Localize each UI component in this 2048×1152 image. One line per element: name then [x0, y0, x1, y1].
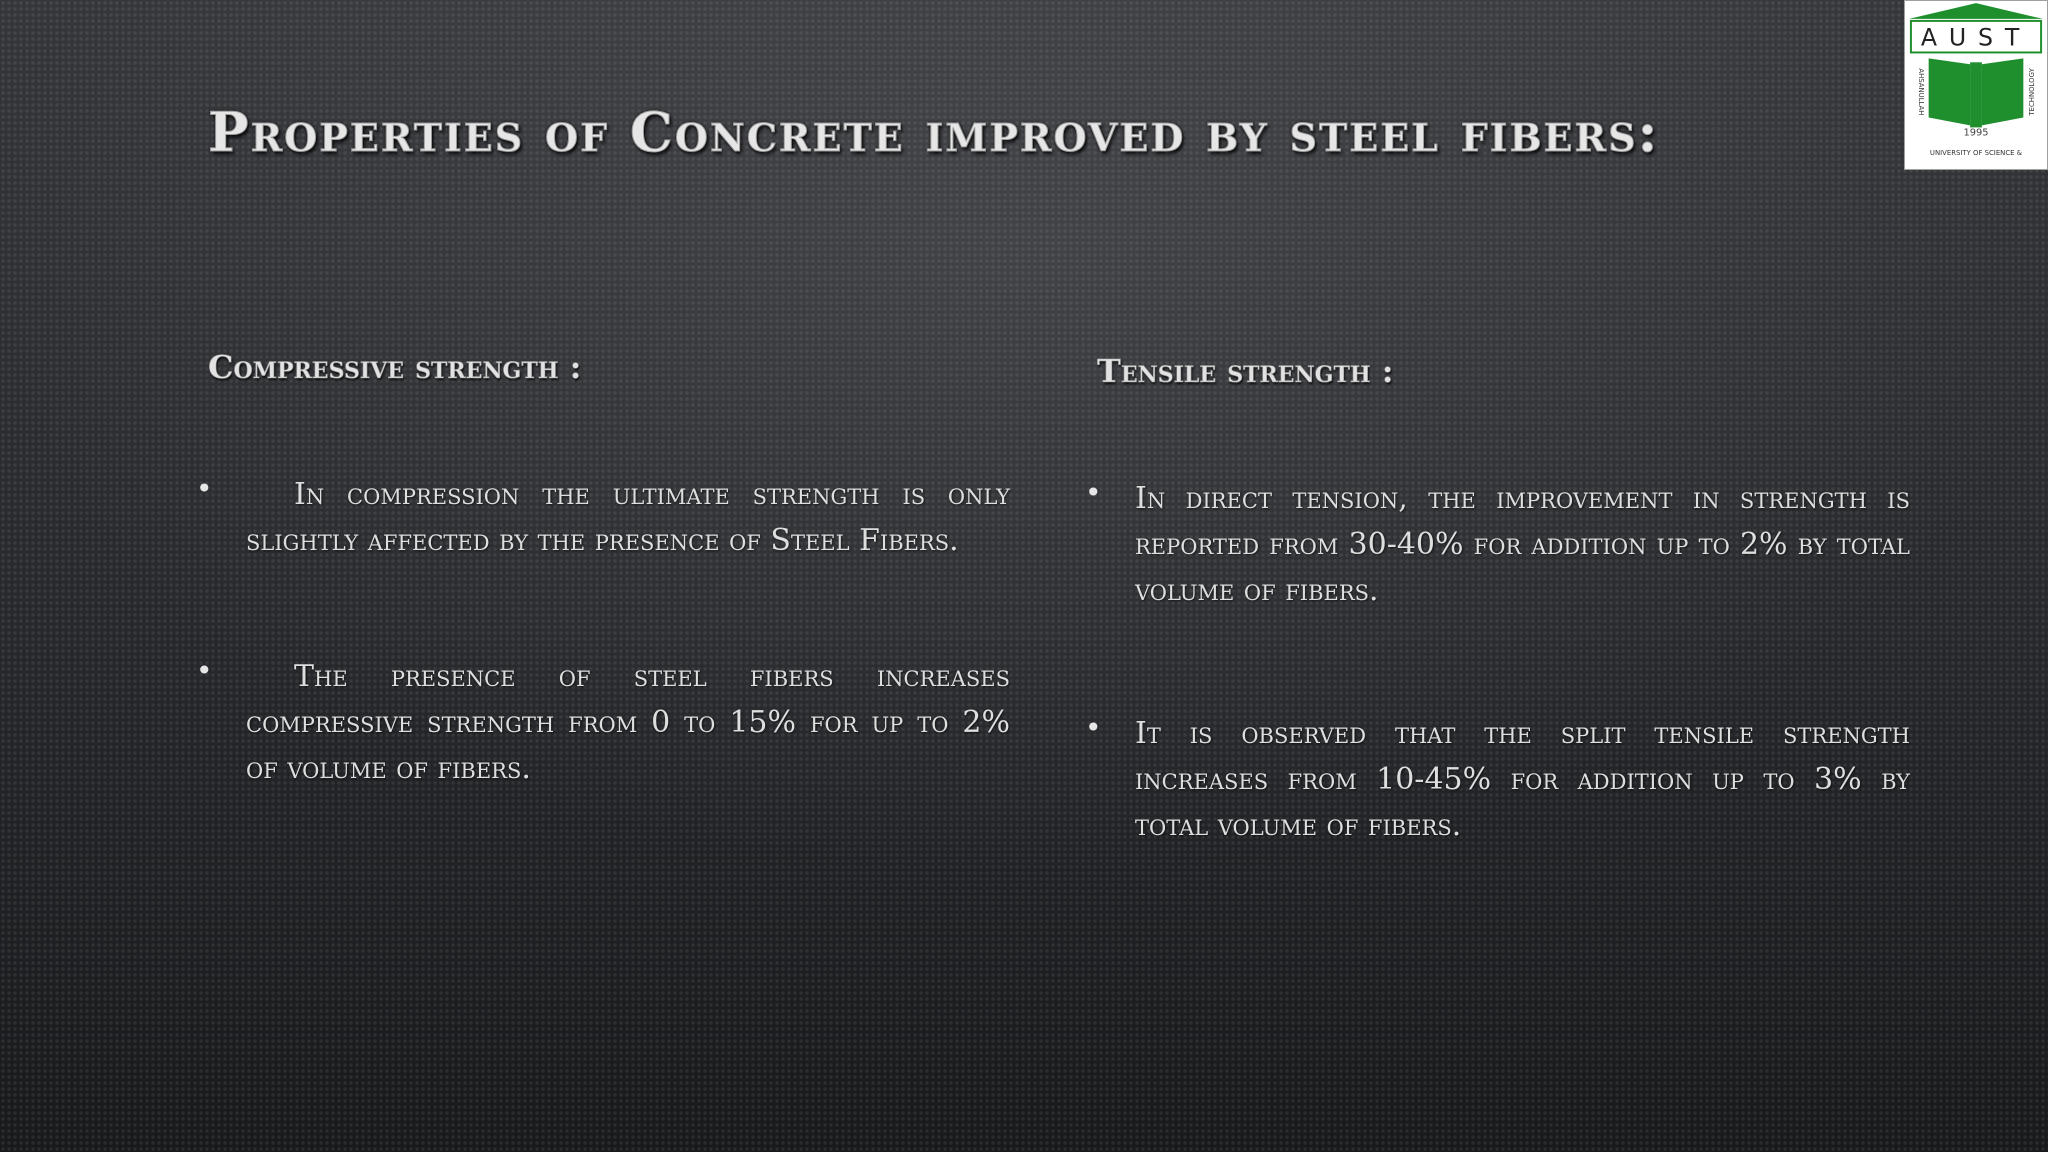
bullet-item	[1085, 711, 1910, 849]
bullet-item	[1085, 476, 1910, 614]
logo-bottom-text: UNIVERSITY OF SCIENCE &	[1929, 149, 2023, 158]
bullet-text: In compression the ultimate strength is only slightly affected by the presence of Steel Fibers.	[246, 477, 1010, 558]
compressive-strength-heading: Compressive strength :	[208, 348, 582, 386]
slide-title: Properties of Concrete improved by steel fibers:	[208, 100, 1660, 164]
logo-acronym-text: AUST	[1920, 23, 2032, 52]
bullet-icon: •	[196, 472, 213, 505]
bullet-text: It is observed that the split tensile strength increases from 10-45% for addition up to 3% by total volume of fibers.	[1135, 716, 1910, 843]
university-logo	[1904, 0, 2048, 170]
bullet-text: In direct tension, the improvement in strength is reported from 30-40% for addition up to 2% by total volume of fibers.	[1135, 481, 1910, 608]
logo-year-text: 1995	[1963, 127, 1989, 139]
bullet-icon: •	[1085, 476, 1102, 509]
compressive-strength-bullets	[196, 472, 1010, 792]
bullet-text: The presence of steel fibers increases compressive strength from 0 to 15% for up to 2% of volume of fibers.	[246, 659, 1010, 786]
bullet-item	[196, 472, 1010, 564]
logo-left-text: AHSANULLAH	[1916, 68, 1925, 116]
compressive-strength-section	[196, 348, 1010, 792]
bullet-item	[196, 654, 1010, 792]
bullet-icon: •	[196, 654, 213, 687]
logo-right-text: TECHNOLOGY	[2028, 68, 2037, 116]
tensile-strength-section	[1085, 352, 1910, 849]
bullet-icon: •	[1085, 711, 1102, 744]
tensile-strength-bullets	[1085, 476, 1910, 849]
tensile-strength-heading: Tensile strength :	[1097, 352, 1394, 390]
